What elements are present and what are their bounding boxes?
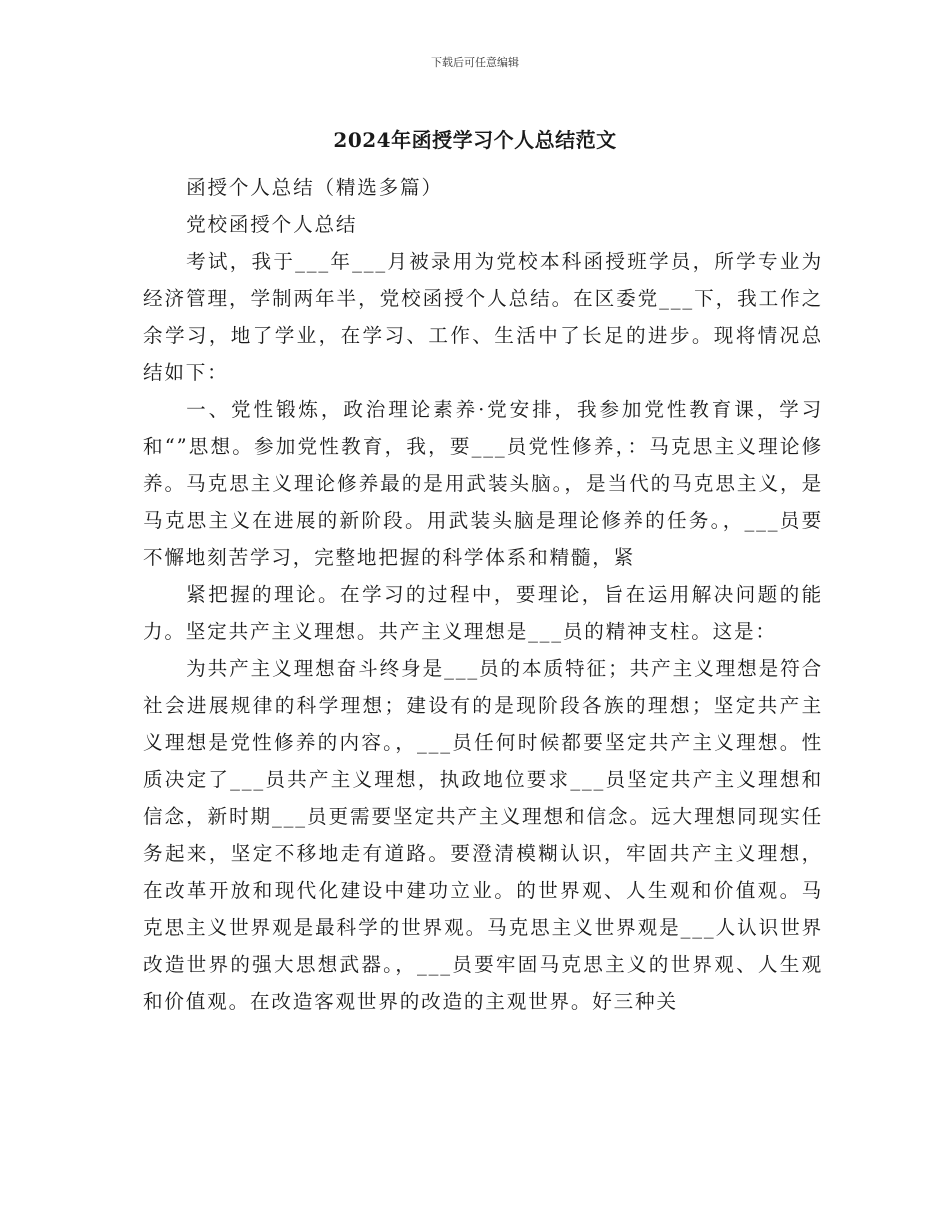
- paragraph: 一、党性锻炼，政治理论素养·党安排，我参加党性教育课，学习和“”思想。参加党性教育，我，要___员党性修养，：马克思主义理论修养。马克思主义理论修养最的是用武装头脑。，是当代的马克思主义，是马克思主义在进展的新阶段。用武装头脑是理论修养的任务。，___员要不懈地刻苦学习，完整地把握的科学体系和精髓，紧: [143, 398, 823, 569]
- paragraph: 紧把握的理论。在学习的过程中，要理论，旨在运用解决问题的能力。坚定共产主义理想。共产主义理想是___员的精神支柱。这是：: [143, 583, 823, 643]
- document-body: [143, 169, 823, 1020]
- paragraph: 函授个人总结（精选多篇）: [186, 176, 443, 199]
- paragraph: 考试，我于___年___月被录用为党校本科函授班学员，所学专业为经济管理，学制两年半，党校函授个人总结。在区委党___下，我工作之余学习，地了学业，在学习、工作、生活中了长足的进步。现将情况总结如下：: [143, 250, 823, 384]
- header-note: 下载后可任意编辑: [431, 56, 519, 69]
- document-title: 2024年函授学习个人总结范文: [333, 128, 617, 152]
- paragraph: 党校函授个人总结: [186, 213, 358, 236]
- paragraph: 为共产主义理想奋斗终身是___员的本质特征；共产主义理想是符合社会进展规律的科学理想；建设有的是现阶段各族的理想；坚定共产主义理想是党性修养的内容。，___员任何时候都要坚定共产主义理想。性质决定了___员共产主义理想，执政地位要求___员坚定共产主义理想和信念，新时期___员更需要坚定共产主义理想和信念。远大理想同现实任务起来，坚定不移地走有道路。要澄清模糊认识，牢固共产主义理想，在改革开放和现代化建设中建功立业。的世界观、人生观和价值观。马克思主义世界观是最科学的世界观。马克思主义世界观是___人认识世界改造世界的强大思想武器。，___员要牢固马克思主义的世界观、人生观和价值观。在改造客观世界的改造的主观世界。好三种关: [143, 657, 823, 1013]
